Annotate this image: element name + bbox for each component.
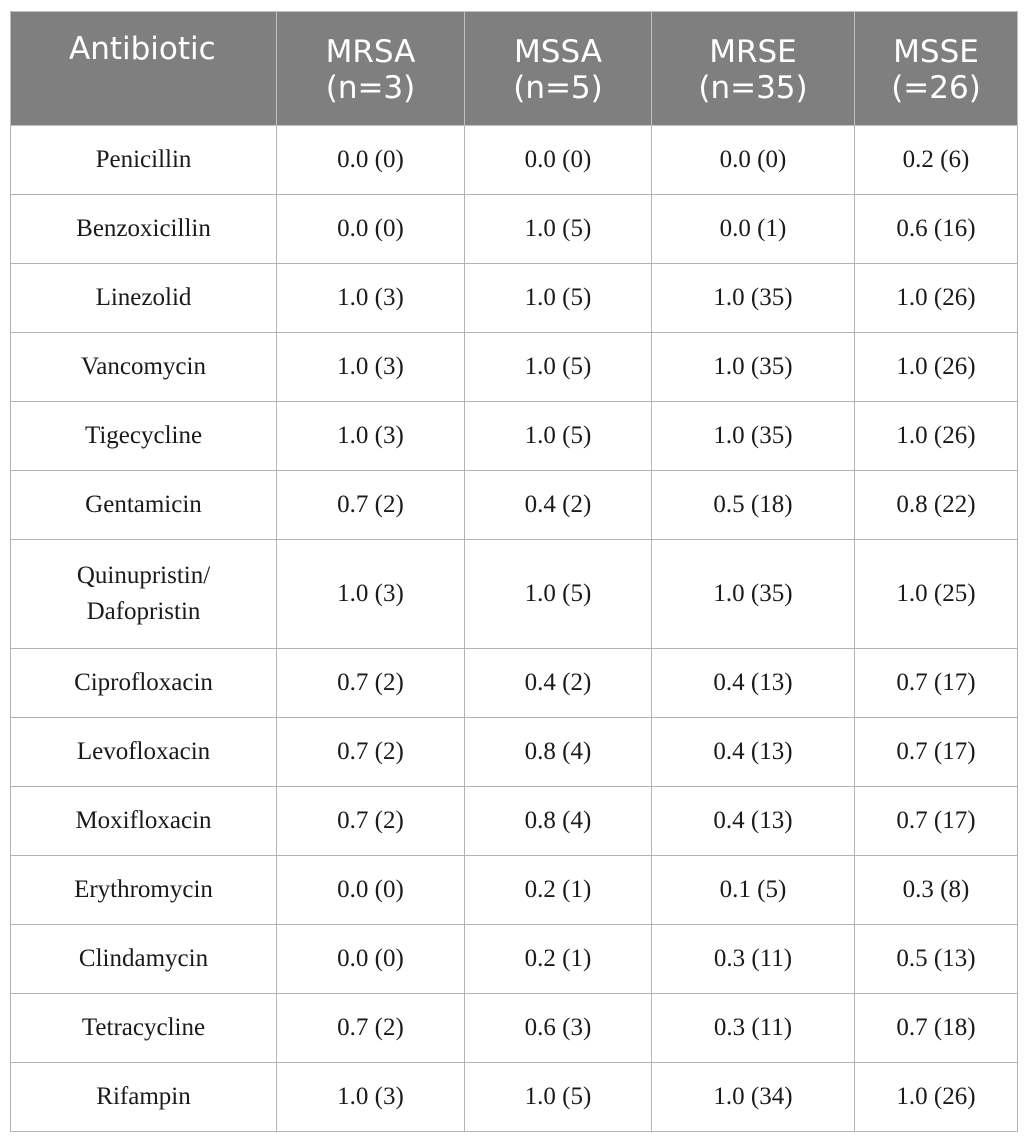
mssa-value: 1.0 (5) [465, 333, 652, 402]
msse-value: 0.7 (17) [855, 649, 1018, 718]
header-mssa [465, 12, 652, 126]
table-row [11, 787, 1018, 856]
mrsa-value: 0.7 (2) [277, 787, 465, 856]
mssa-value: 1.0 (5) [465, 195, 652, 264]
mrse-value: 0.4 (13) [652, 649, 855, 718]
mssa-value: 0.4 (2) [465, 471, 652, 540]
mssa-value: 1.0 (5) [465, 402, 652, 471]
antibiotic-name-line2: Dafopristin [86, 598, 201, 625]
mrsa-value: 0.7 (2) [277, 718, 465, 787]
antibiotic-name: Tetracycline [11, 994, 277, 1063]
msse-value: 0.7 (17) [855, 718, 1018, 787]
msse-value: 1.0 (26) [855, 1063, 1018, 1132]
antibiotic-name: Moxifloxacin [11, 787, 277, 856]
msse-value: 1.0 (26) [855, 333, 1018, 402]
mssa-value: 0.2 (1) [465, 925, 652, 994]
antibiotic-name: Erythromycin [11, 856, 277, 925]
antibiotic-susceptibility-table [10, 11, 1018, 1132]
mrsa-value: 0.7 (2) [277, 649, 465, 718]
table-row [11, 126, 1018, 195]
antibiotic-name: Levofloxacin [11, 718, 277, 787]
mrse-value: 0.5 (18) [652, 471, 855, 540]
table-row [11, 471, 1018, 540]
mrsa-value: 1.0 (3) [277, 402, 465, 471]
mrsa-value: 0.0 (0) [277, 126, 465, 195]
table-row [11, 994, 1018, 1063]
table-row [11, 264, 1018, 333]
mssa-value: 0.8 (4) [465, 718, 652, 787]
header-mrsa-label: MRSA [325, 33, 416, 70]
table-body [11, 126, 1018, 1132]
mrse-value: 0.1 (5) [652, 856, 855, 925]
mssa-value: 0.6 (3) [465, 994, 652, 1063]
header-mrsa-count: (n=3) [325, 69, 416, 106]
msse-value: 0.7 (17) [855, 787, 1018, 856]
mrsa-value: 0.7 (2) [277, 471, 465, 540]
table-row [11, 195, 1018, 264]
mssa-value: 1.0 (5) [465, 264, 652, 333]
susceptibility-table-container [10, 11, 1017, 1132]
mssa-value: 1.0 (5) [465, 1063, 652, 1132]
header-mssa-count: (n=5) [513, 69, 603, 106]
antibiotic-name: Linezolid [11, 264, 277, 333]
mrse-value: 0.3 (11) [652, 925, 855, 994]
mrsa-value: 0.0 (0) [277, 925, 465, 994]
msse-value: 1.0 (26) [855, 264, 1018, 333]
msse-value: 0.2 (6) [855, 126, 1018, 195]
antibiotic-name: Penicillin [11, 126, 277, 195]
mrsa-value: 1.0 (3) [277, 540, 465, 649]
antibiotic-name: Rifampin [11, 1063, 277, 1132]
antibiotic-name: Tigecycline [11, 402, 277, 471]
table-row [11, 1063, 1018, 1132]
mssa-value: 0.0 (0) [465, 126, 652, 195]
antibiotic-name-line1: Quinupristin/ [76, 562, 211, 589]
msse-value: 0.8 (22) [855, 471, 1018, 540]
mrsa-value: 1.0 (3) [277, 1063, 465, 1132]
mrse-value: 0.3 (11) [652, 994, 855, 1063]
antibiotic-name: Vancomycin [11, 333, 277, 402]
mrse-value: 0.4 (13) [652, 718, 855, 787]
mrse-value: 0.0 (0) [652, 126, 855, 195]
header-msse [855, 12, 1018, 126]
antibiotic-name: Ciprofloxacin [11, 649, 277, 718]
header-mssa-label: MSSA [514, 33, 602, 70]
msse-value: 0.6 (16) [855, 195, 1018, 264]
mrsa-value: 0.0 (0) [277, 195, 465, 264]
header-mrse-label: MRSE [709, 33, 797, 70]
table-row [11, 333, 1018, 402]
header-msse-label: MSSE [893, 33, 979, 70]
mrsa-value: 1.0 (3) [277, 264, 465, 333]
msse-value: 1.0 (25) [855, 540, 1018, 649]
msse-value: 1.0 (26) [855, 402, 1018, 471]
mrsa-value: 0.7 (2) [277, 994, 465, 1063]
mssa-value: 0.4 (2) [465, 649, 652, 718]
mrse-value: 1.0 (35) [652, 540, 855, 649]
mrse-value: 1.0 (35) [652, 264, 855, 333]
header-antibiotic [11, 12, 277, 126]
msse-value: 0.3 (8) [855, 856, 1018, 925]
header-mrse-count: (n=35) [698, 69, 808, 106]
antibiotic-name [11, 540, 277, 649]
header-msse-count: (=26) [891, 69, 981, 106]
table-row [11, 402, 1018, 471]
msse-value: 0.5 (13) [855, 925, 1018, 994]
mrsa-value: 0.0 (0) [277, 856, 465, 925]
mrsa-value: 1.0 (3) [277, 333, 465, 402]
header-mrse [652, 12, 855, 126]
mrse-value: 0.4 (13) [652, 787, 855, 856]
table-row [11, 925, 1018, 994]
table-row [11, 540, 1018, 649]
antibiotic-name: Benzoxicillin [11, 195, 277, 264]
mssa-value: 0.2 (1) [465, 856, 652, 925]
table-header [11, 12, 1018, 126]
antibiotic-name: Gentamicin [11, 471, 277, 540]
mrse-value: 1.0 (35) [652, 333, 855, 402]
header-row [11, 12, 1018, 126]
mrse-value: 0.0 (1) [652, 195, 855, 264]
table-row [11, 649, 1018, 718]
mrse-value: 1.0 (34) [652, 1063, 855, 1132]
header-antibiotic-label: Antibiotic [69, 31, 216, 67]
msse-value: 0.7 (18) [855, 994, 1018, 1063]
antibiotic-name: Clindamycin [11, 925, 277, 994]
header-mrsa [277, 12, 465, 126]
table-row [11, 856, 1018, 925]
mssa-value: 0.8 (4) [465, 787, 652, 856]
mssa-value: 1.0 (5) [465, 540, 652, 649]
mrse-value: 1.0 (35) [652, 402, 855, 471]
table-row [11, 718, 1018, 787]
